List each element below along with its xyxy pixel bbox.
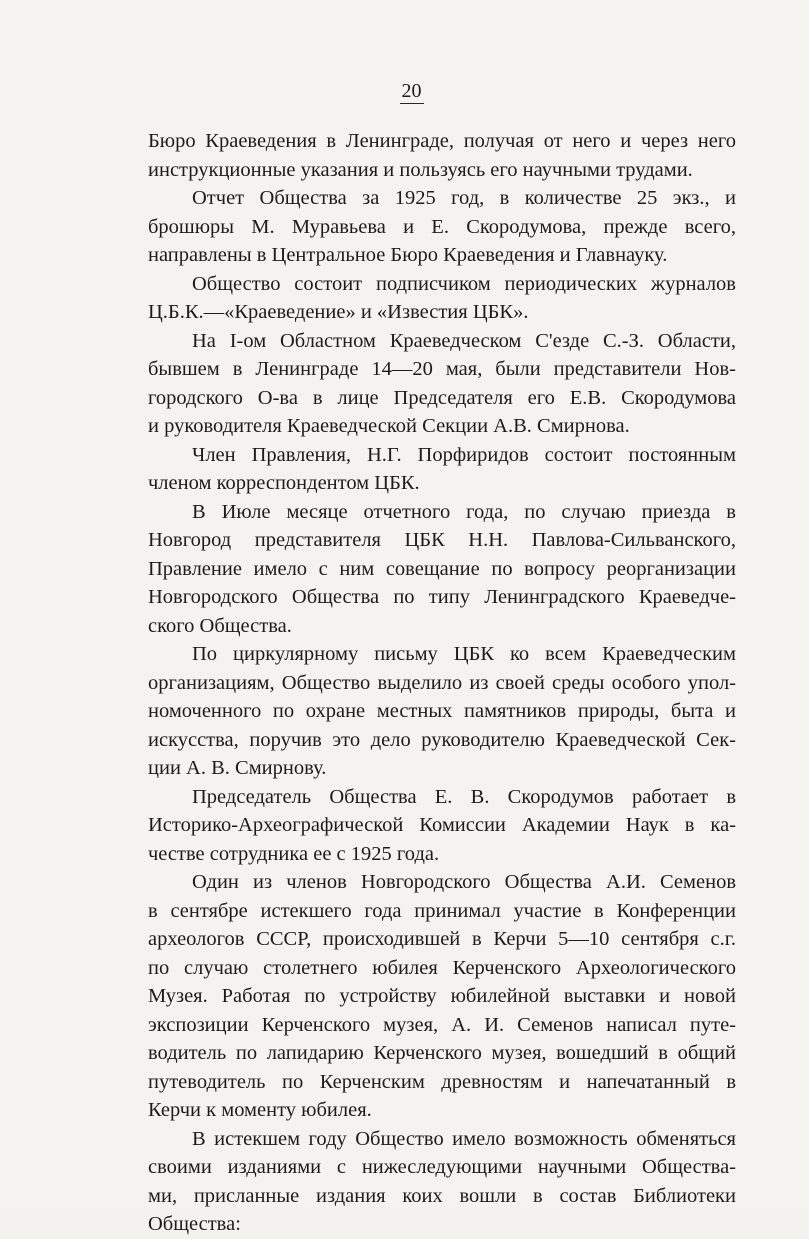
paragraph [104,868,736,1125]
text-line: Керчи к моменту юбилея. [148,1099,372,1121]
text-line: На I-ом Областном Краеведческом С'езде С.-З. Области, [192,329,736,352]
text-line: водитель по лапидарию Керченского музея, вошедший в общий [148,1042,736,1064]
paragraph [104,783,736,869]
paragraph [104,640,736,783]
page-number-text: 20 [401,80,422,102]
text-line: ции А. В. Смирнову. [148,757,327,779]
text-line: ми, присланные издания коих вошли в состав Библиотеки [148,1184,736,1207]
text-line: своими изданиями с нижеследующими научными Общества- [148,1156,736,1178]
paragraph [104,327,736,441]
text-line: путеводитель по Керченским древностям и напечатанный в [148,1070,736,1093]
page-number [0,80,809,104]
text-line: В истекшем году Общество имело возможность обменяться [192,1127,736,1150]
text-line: Общества: [148,1213,241,1235]
text-line: археологов СССР, происходившей в Керчи 5—10 сентября с.г. [148,928,736,950]
text-line: Ц.Б.К.—«Краеведение» и «Известия ЦБК». [148,301,529,323]
text-line: направлены в Центральное Бюро Краеведения и Главнауку. [148,244,668,266]
text-line: членом корреспондентом ЦБК. [148,472,420,494]
body-text [104,127,736,1239]
text-line: ского Общества. [148,614,292,637]
text-line: Общество состоит подписчиком периодических журналов [192,272,736,295]
text-line: Председатель Общества Е. В. Скородумов работает в [192,785,736,808]
text-line: Новгород представителя ЦБК Н.Н. Павлова-Сильванского, [148,529,736,551]
text-line: Отчет Общества за 1925 год, в количестве 25 экз., и [192,187,736,209]
text-line: инструкционные указания и пользуясь его научными трудами. [148,158,693,181]
text-line: брошюры М. Муравьева и Е. Скородумова, прежде всего, [148,215,736,238]
text-line: Историко-Археографической Комиссии Академии Наук в ка- [148,814,736,836]
text-line: организациям, Общество выделило из своей среды особого упол- [148,671,736,694]
paragraph [104,1125,736,1239]
text-line: честве сотрудника ее с 1925 года. [148,842,440,865]
text-line: Член Правления, Н.Г. Порфиридов состоит постоянным [192,443,736,466]
text-line: по случаю столетнего юбилея Керченского Археологического [148,956,736,979]
text-line: Правление имело с ним совещание по вопросу реорганизации [148,557,736,580]
text-line: По циркулярному письму ЦБК ко всем Краеведческим [192,643,736,665]
paragraph [104,184,736,270]
paragraph [104,441,736,498]
text-line: Один из членов Новгородского Общества А.И. Семенов [192,871,736,893]
text-line: В Июле месяце отчетного года, по случаю приезда в [192,500,736,523]
text-line: искусства, поручив это дело руководителю Краеведческой Сек- [148,728,736,751]
paragraph [104,498,736,641]
text-line: Новгородского Общества по типу Ленинградского Краеведче- [148,586,736,608]
text-line: в сентябре истекшего года принимал участие в Конференции [148,899,736,922]
paragraph [104,127,736,184]
text-line: городского О-ва в лице Председателя его Е.В. Скородумова [148,386,736,409]
text-line: экспозиции Керченского музея, А. И. Семенов написал путе- [148,1013,736,1036]
text-line: Музея. Работая по устройству юбилейной выставки и новой [148,985,736,1007]
paragraph [104,270,736,327]
text-line: Бюро Краеведения в Ленинграде, получая от него и через него [148,130,736,152]
text-line: бывшем в Ленинграде 14—20 мая, были представители Нов- [148,358,736,380]
text-line: номоченного по охране местных памятников природы, быта и [148,700,736,722]
text-line: и руководителя Краеведческой Секции А.В. Смирнова. [148,415,630,437]
